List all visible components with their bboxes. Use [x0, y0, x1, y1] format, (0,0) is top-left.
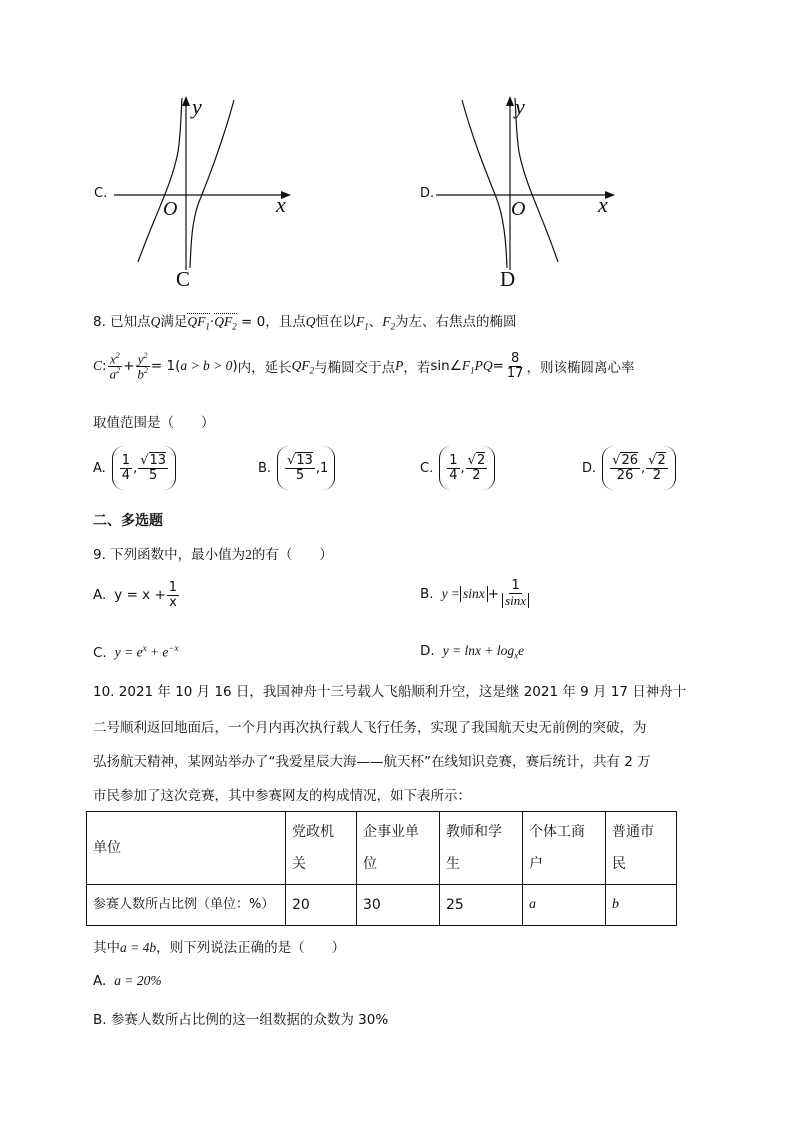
q8-text: ，若	[403, 360, 431, 377]
table-cell: 25	[440, 885, 523, 926]
colon: :	[102, 358, 107, 375]
table-cell: b	[606, 885, 677, 926]
x-axis-label: x	[276, 192, 286, 217]
option-label: A.	[93, 460, 106, 476]
table-header-cell: 教师和学 生	[440, 812, 523, 885]
plus: +	[123, 358, 135, 375]
table-cell: 20	[286, 885, 357, 926]
q10-option-a[interactable]	[93, 973, 162, 989]
option-label: B.	[258, 460, 272, 476]
equals-one: = 1	[150, 358, 176, 375]
option-label: D.	[582, 460, 597, 476]
q9-option-d[interactable]: D. $y = \ln x + \log_xe$	[420, 643, 525, 661]
fraction-1-x: $\frac{1}{x}$	[168, 580, 178, 610]
table-header-cell: 党政机 关	[286, 812, 357, 885]
q8-line-3: 取值范围是（ ）	[93, 415, 215, 431]
option-label: A.	[93, 973, 107, 989]
q8-text: 8. 已知点	[93, 314, 151, 330]
focus-f1: $F_1$	[355, 314, 369, 332]
option-label: D.	[420, 643, 435, 659]
table-cell: 参赛人数所占比例（单位：%）	[87, 885, 286, 926]
figure-caption: D	[500, 267, 516, 291]
q9-option-b[interactable]	[420, 579, 532, 608]
point-q: Q	[150, 314, 161, 329]
condition: (a > b > 0)	[175, 358, 238, 375]
math-expression: y = lnx + log	[442, 643, 515, 658]
table-header-cell: 单位	[87, 812, 286, 885]
math-expression: a = 4b	[120, 940, 157, 955]
fraction-y2-b2: $\frac{y^2}{b^2}$	[137, 351, 148, 382]
q8-text: 满足	[160, 314, 188, 330]
table-header-cell: 普通市 民	[606, 812, 677, 885]
option-label: C.	[93, 644, 107, 661]
interval: $\frac{1}{4}$ , $\frac{√2}{2}$	[439, 446, 495, 490]
option-c-label: C.	[94, 186, 108, 201]
curve-left-branch	[138, 98, 182, 262]
q10-paragraph-line-1: 10. 2021 年 10 月 16 日，我国神舟十三号载人飞船顺利升空，这是继 2021 年 9 月 17 日神舟十	[93, 684, 687, 700]
q8-text: 与椭圆交于点	[314, 360, 396, 377]
table-cell: 30	[357, 885, 440, 926]
segment-qf2: $QF_2$	[291, 357, 315, 376]
y-axis-label: y	[192, 94, 202, 119]
point-p: P	[395, 358, 404, 374]
table-header-cell: 企事业单 位	[357, 812, 440, 885]
q8-text: 为左、右焦点的椭圆	[394, 314, 517, 330]
interval: $\frac{1}{4}$ , $\frac{√13}{5}$	[112, 446, 176, 490]
q9-option-a[interactable]	[93, 581, 180, 609]
option-d-label: D.	[420, 186, 435, 201]
option-label: B.	[420, 585, 434, 602]
curve-left-branch	[462, 100, 507, 268]
math-expression: y = e	[114, 644, 143, 660]
x-axis-label: x	[598, 192, 608, 217]
math-expression: y =	[441, 585, 461, 601]
graph-d	[414, 92, 644, 297]
q8-text: ，且点	[265, 314, 306, 330]
q8-text: ，则该椭圆离心率	[526, 360, 635, 377]
fraction-x2-a2: $\frac{x^2}{a^2}$	[109, 351, 121, 382]
vector-qf2: $QF_2$	[214, 314, 237, 332]
q8-line-2	[93, 352, 634, 381]
figure-caption: C	[176, 267, 191, 291]
q9-option-c[interactable]: C. $y = e^x + e^{-x}$	[93, 643, 179, 661]
vector-qf1: $QF_1$	[187, 314, 210, 332]
plus: +	[487, 585, 500, 602]
option-label: C.	[420, 460, 434, 476]
origin-label: O	[163, 198, 178, 220]
curve-right-branch	[190, 100, 234, 268]
q8-text: 恒在以	[315, 314, 356, 330]
value-two: 2	[245, 547, 252, 562]
ellipse-c: C	[93, 358, 103, 374]
fraction-1-abs-sinx: $\frac{1}{\sin x}$	[500, 579, 531, 608]
table-header-cell: 个体工商 户	[523, 812, 606, 885]
q8-option-b[interactable]	[258, 446, 335, 490]
dot-operator: ·	[209, 314, 215, 330]
participant-table	[86, 811, 677, 926]
q8-text: 内，延长	[237, 360, 292, 377]
fraction-8-17: $\frac{8}{17}$	[506, 351, 524, 381]
table-cell: a	[523, 885, 606, 926]
q10-condition-line: 其中a = 4b，则下列说法正确的是（ ）	[93, 940, 346, 956]
section-title: 二、多选题	[93, 513, 163, 529]
math-expression: a = 20%	[114, 973, 162, 988]
y-axis-arrow	[182, 96, 190, 106]
y-axis-label: y	[515, 94, 525, 119]
q10-paragraph-line-4: 市民参加了这次竞赛，其中参赛网友的构成情况，如下表所示：	[93, 788, 471, 804]
separator: 、	[368, 314, 383, 330]
abs-sinx: sinx	[460, 586, 488, 602]
q9-stem: 9. 下列函数中，最小值为2的有（ ）	[93, 547, 333, 563]
q8-option-a[interactable]	[93, 446, 176, 490]
interval: $\frac{√26}{26}$ , $\frac{√2}{2}$	[602, 446, 676, 490]
origin-label: O	[511, 198, 526, 220]
q10-paragraph-line-2: 二号顺利返回地面后，一个月内再次执行载人飞行任务，实现了我国航天史无前例的突破，为	[93, 720, 647, 736]
y-axis-arrow	[506, 96, 514, 106]
q10-paragraph-line-3: 弘扬航天精神，某网站举办了“我爱星辰大海——航天杯”在线知识竞赛，赛后统计，共有 2 万	[93, 754, 651, 770]
focus-f2: $F_2$	[382, 314, 395, 332]
option-label: A.	[93, 587, 107, 604]
q8-line-1	[93, 310, 516, 332]
table-header-row	[87, 812, 677, 885]
equals: =	[492, 358, 504, 375]
table-row	[87, 885, 677, 926]
q10-option-b[interactable]: B. 参赛人数所占比例的这一组数据的众数为 30%	[93, 1012, 389, 1028]
math-expression: y = x +	[114, 587, 166, 604]
interval: $\frac{√13}{5}$ , 1	[277, 446, 335, 490]
q8-option-c[interactable]	[420, 446, 495, 490]
curve-right-branch	[515, 98, 558, 262]
equals-zero: = 0	[236, 314, 266, 330]
sin-expression: $\sin\angle F_1PQ$	[430, 357, 493, 376]
q8-option-d[interactable]	[582, 446, 676, 490]
point-q: Q	[305, 314, 316, 329]
